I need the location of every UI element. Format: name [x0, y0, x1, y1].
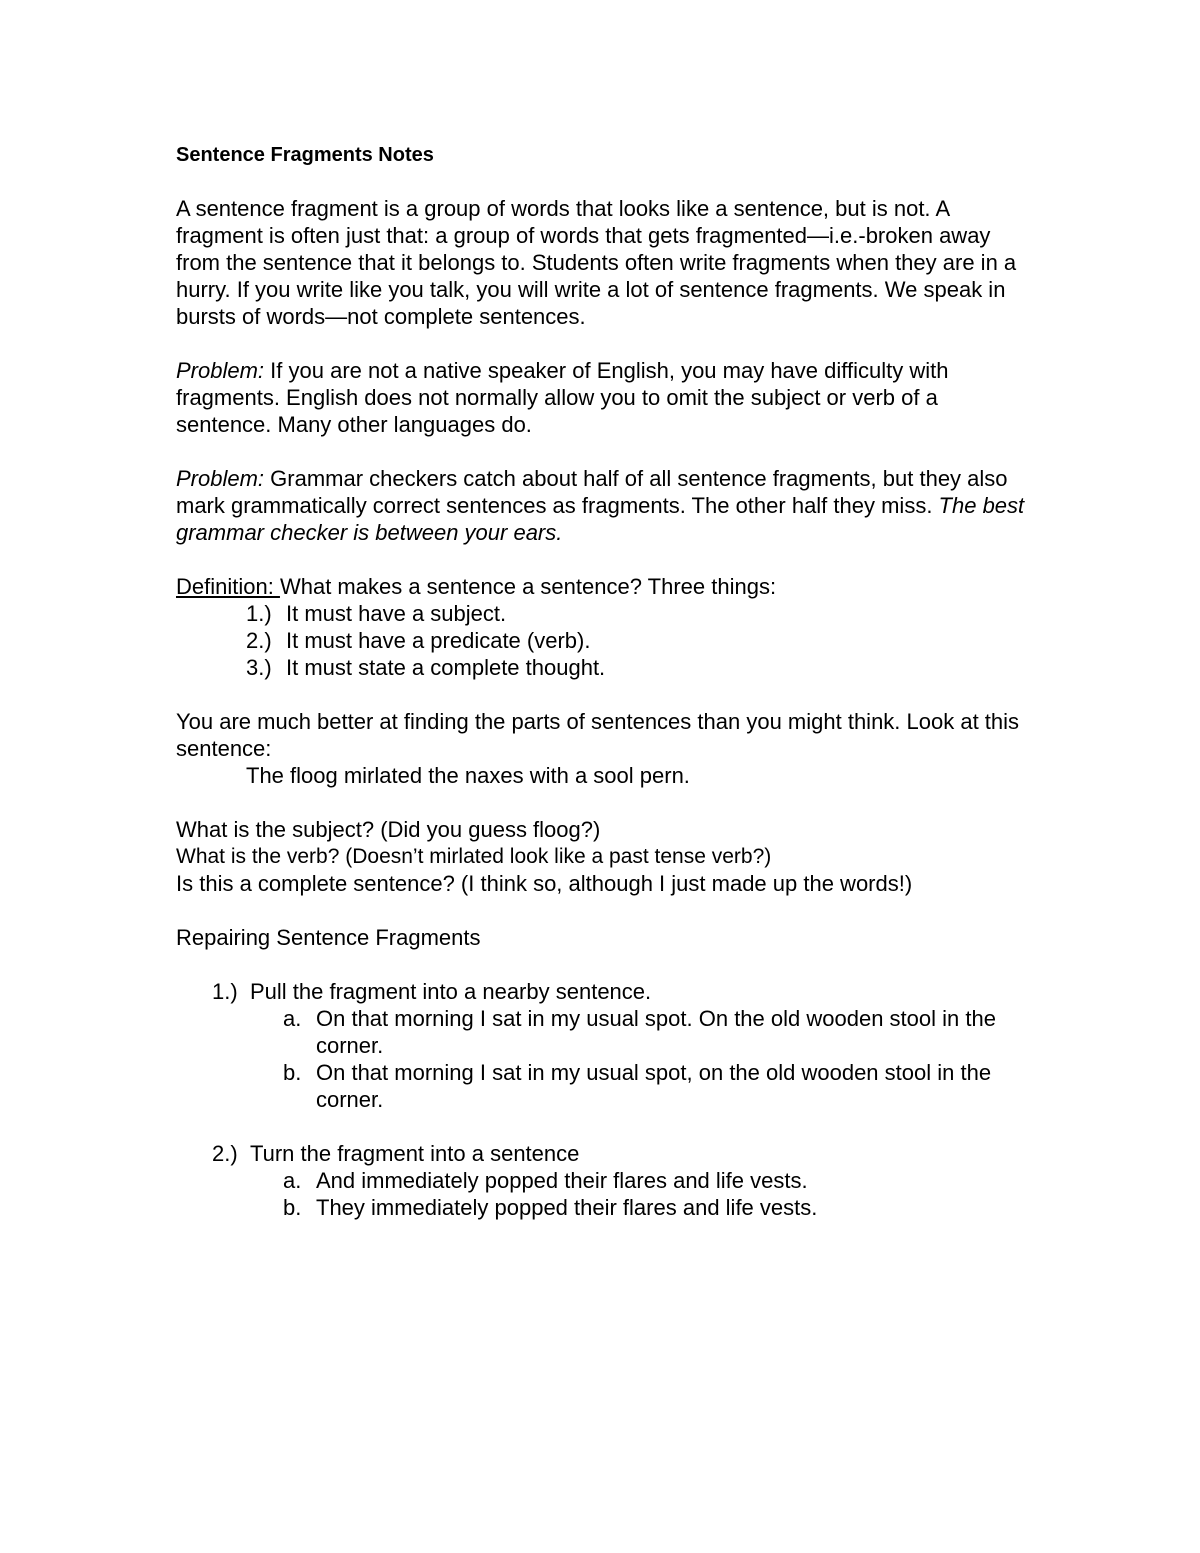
definition-label: Definition:	[176, 574, 280, 599]
repair-step	[176, 978, 1036, 1005]
list-item	[176, 1167, 1036, 1194]
example-letter: a.	[283, 1168, 302, 1193]
questions-section	[176, 816, 1036, 897]
problem-text: Grammar checkers catch about half of all sentence fragments, but they also mark grammatically correct sentences as fragments. The other half they miss.	[176, 466, 1008, 518]
problem-emphasis: The best grammar checker is between your ears.	[176, 493, 1025, 545]
step-number: 2.)	[212, 1141, 238, 1166]
definition-section	[176, 573, 1036, 681]
document-page	[176, 142, 1036, 1221]
definition-line	[176, 573, 1036, 600]
list-number: 2.)	[246, 628, 272, 653]
problem-text: If you are not a native speaker of English, you may have difficulty with fragments. English does not normally allow you to omit the subject or verb of a sentence. Many other languages do.	[176, 358, 949, 437]
list-item	[176, 1005, 1036, 1059]
list-item	[176, 627, 1036, 654]
list-item	[176, 600, 1036, 627]
problem-native-speaker-paragraph	[176, 357, 1036, 438]
list-item	[176, 1194, 1036, 1221]
example-text: They immediately popped their flares and life vests.	[316, 1195, 818, 1220]
list-item	[176, 1059, 1036, 1113]
repair-heading: Repairing Sentence Fragments	[176, 925, 481, 950]
definition-list	[176, 600, 1036, 681]
example-section	[176, 708, 1036, 789]
repair-step-2	[176, 1140, 1036, 1221]
example-letter: a.	[283, 1006, 302, 1031]
example-sentence: The floog mirlated the naxes with a sool pern.	[246, 763, 690, 788]
question-line: What is the verb? (Doesn’t mirlated look like a past tense verb?)	[176, 845, 772, 868]
repair-step	[176, 1140, 1036, 1167]
example-text: On that morning I sat in my usual spot, on the old wooden stool in the corner.	[316, 1060, 992, 1112]
step-number: 1.)	[212, 979, 238, 1004]
repair-examples	[176, 1005, 1036, 1113]
list-text: It must have a subject.	[286, 601, 507, 626]
definition-text: What makes a sentence a sentence? Three things:	[279, 574, 777, 599]
example-text: On that morning I sat in my usual spot. On the old wooden stool in the corner.	[316, 1006, 996, 1058]
step-text: Pull the fragment into a nearby sentence.	[250, 979, 652, 1004]
list-number: 3.)	[246, 655, 272, 680]
question-line: Is this a complete sentence? (I think so, although I just made up the words!)	[176, 871, 913, 896]
problem-label: Problem:	[176, 358, 265, 383]
step-text: Turn the fragment into a sentence	[250, 1141, 580, 1166]
repair-step-1	[176, 978, 1036, 1113]
list-text: It must have a predicate (verb).	[286, 628, 591, 653]
problem-label: Problem:	[176, 466, 265, 491]
list-item	[176, 654, 1036, 681]
page-title: Sentence Fragments Notes	[176, 144, 434, 166]
list-text: It must state a complete thought.	[286, 655, 606, 680]
example-letter: b.	[283, 1060, 302, 1085]
problem-grammar-checker-paragraph	[176, 465, 1036, 546]
example-text: And immediately popped their flares and life vests.	[316, 1168, 808, 1193]
repair-examples	[176, 1167, 1036, 1221]
intro-paragraph: A sentence fragment is a group of words that looks like a sentence, but is not. A fragment is often just that: a group of words that gets fragmented—i.e.-broken away from the sentence that it belongs to. Students often write fragments when they are in a hurry. If you write like you talk, you will write a lot of sentence fragments. We speak in bursts of words—not complete sentences.	[176, 196, 1017, 329]
question-line: What is the subject? (Did you guess floog?)	[176, 817, 601, 842]
list-number: 1.)	[246, 601, 272, 626]
example-letter: b.	[283, 1195, 302, 1220]
example-intro: You are much better at finding the parts of sentences than you might think. Look at this sentence:	[176, 709, 1020, 761]
